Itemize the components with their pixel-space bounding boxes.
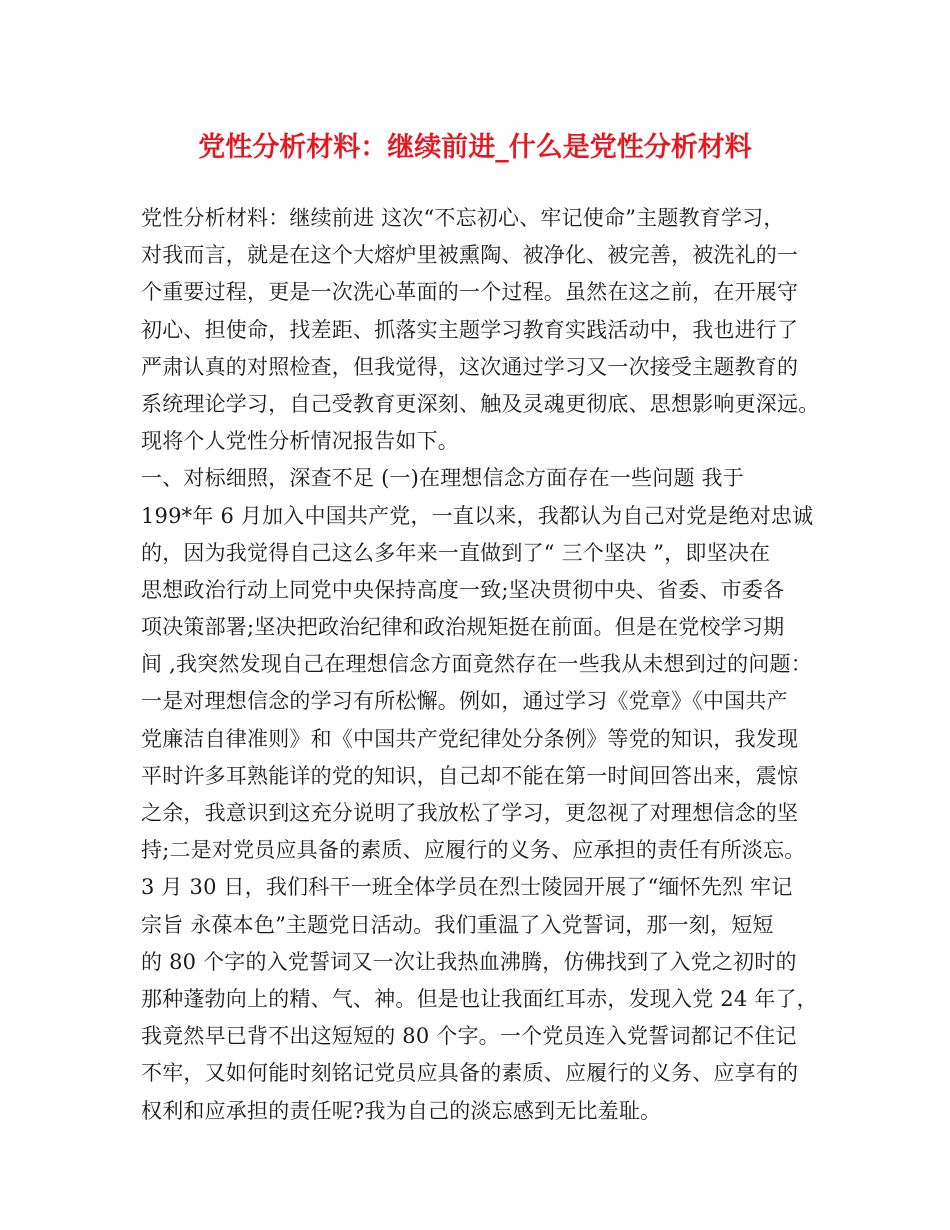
body-line: 严肃认真的对照检查，但我觉得，这次通过学习又一次接受主题教育的 [141, 354, 799, 379]
body-line: 思想政治行动上同党中央保持高度一致;坚决贯彻中央、省委、市委各 [141, 577, 785, 602]
body-line: 持;二是对党员应具备的素质、应履行的义务、应承担的责任有所淡忘。 [141, 838, 806, 863]
body-line: 宗旨 永葆本色”主题党日活动。我们重温了入党誓词，那一刻，短短 [141, 912, 774, 937]
body-line: 一是对理想信念的学习有所松懈。例如，通过学习《党章》《中国共产 [141, 689, 788, 714]
body-line: 权利和应承担的责任呢?我为自己的淡忘感到无比羞耻。 [141, 1098, 662, 1123]
body-line: 的 80 个字的入党誓词又一次让我热血沸腾，仿佛找到了入党之初时的 [141, 949, 797, 974]
body-line: 间 ,我突然发现自己在理想信念方面竟然存在一些我从未想到过的问题： [141, 652, 812, 677]
body-line: 那种蓬勃向上的精、气、神。但是也让我面红耳赤，发现入党 24 年了， [141, 986, 818, 1011]
body-line: 现将个人党性分析情况报告如下。 [141, 429, 459, 454]
body-line: 对我而言，就是在这个大熔炉里被熏陶、被净化、被完善，被洗礼的一 [141, 243, 799, 268]
body-line: 之余，我意识到这充分说明了我放松了学习，更忽视了对理想信念的坚 [141, 801, 799, 825]
document-body [141, 200, 821, 1130]
body-line: 项决策部署;坚决把政治纪律和政治规矩挺在前面。但是在党校学习期 [141, 615, 785, 640]
document-title: 党性分析材料：继续前进_什么是党性分析材料 [198, 132, 752, 163]
body-line: 199*年 6 月加入中国共产党，一直以来，我都认为自己对党是绝对忠诚 [141, 503, 814, 528]
body-line: 个重要过程，更是一次洗心革面的一个过程。虽然在这之前，在开展守 [141, 280, 799, 305]
body-line: 一、对标细照，深查不足 (一)在理想信念方面存在一些问题 我于 [141, 466, 744, 491]
body-line: 我竟然早已背不出这短短的 80 个字。一个党员连入党誓词都记不住记 [141, 1024, 797, 1049]
body-line: 党廉洁自律准则》和《中国共产党纪律处分条例》等党的知识，我发现 [141, 726, 799, 751]
body-line: 3 月 30 日，我们科干一班全体学员在烈士陵园开展了“缅怀先烈 牢记 [141, 875, 793, 900]
body-line: 党性分析材料：继续前进 这次“不忘初心、牢记使命”主题教育学习， [141, 206, 785, 230]
body-line: 系统理论学习，自己受教育更深刻、触及灵魂更彻底、思想影响更深远。 [141, 391, 820, 416]
body-line: 的，因为我觉得自己这么多年来一直做到了“ 三个坚决 ”，即坚决在 [141, 540, 771, 565]
body-line: 初心、担使命，找差距、抓落实主题学习教育实践活动中，我也进行了 [141, 317, 799, 342]
body-line: 平时许多耳熟能详的党的知识，自己却不能在第一时间回答出来，震惊 [141, 763, 799, 788]
body-line: 不牢，又如何能时刻铭记党员应具备的素质、应履行的义务、应享有的 [141, 1061, 799, 1086]
